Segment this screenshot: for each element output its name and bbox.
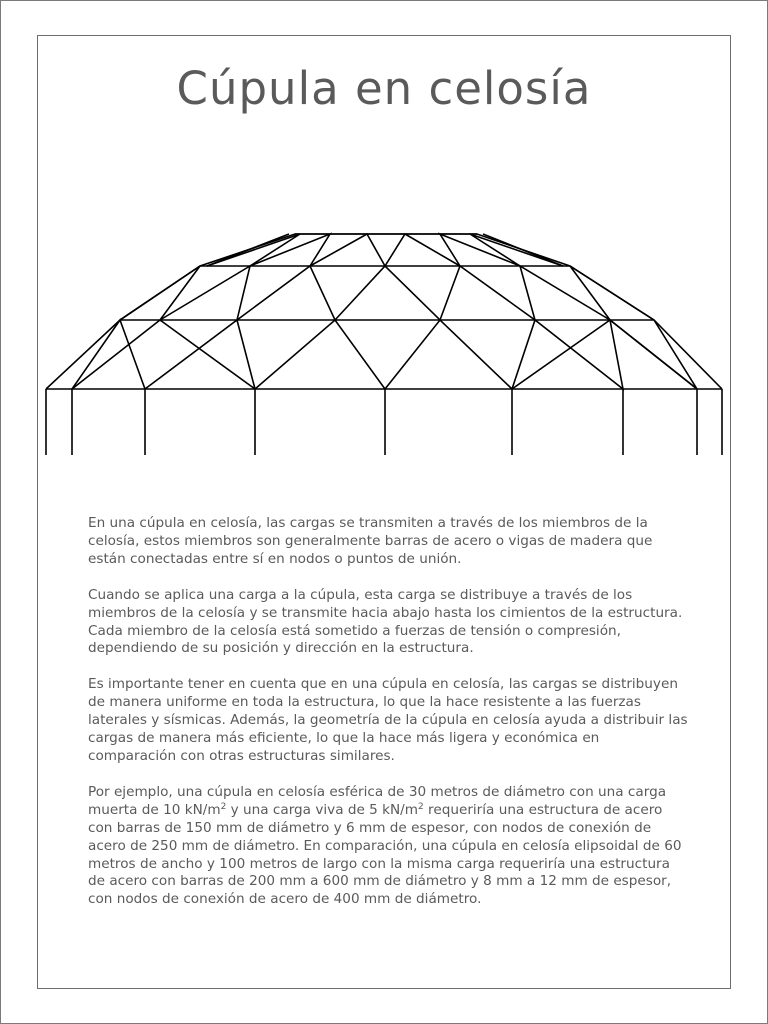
paragraph: En una cúpula en celosía, las cargas se transmiten a través de los miembros de la celosía, estos miembros son generalmente barras de acero o vigas de madera que están conectadas entre sí en nodos o puntos de unión. <box>88 515 653 567</box>
superscript: 2 <box>220 801 227 812</box>
example-text: Por ejemplo, una cúpula en celosía esférica de 30 metros de diámetro con una carga muerta de 10 kN/m <box>88 783 667 818</box>
example-paragraph <box>88 784 688 909</box>
lattice-dome-icon <box>37 225 731 460</box>
superscript: 2 <box>418 801 424 812</box>
example-text: y una carga viva de 5 kN/m <box>226 801 418 818</box>
paragraph: Cuando se aplica una carga a la cúpula, esta carga se distribuye a través de los miembros de la celosía y se transmite hacia abajo hasta los cimientos de la estructura. Cada miembro de la celosía está sometido a fuerzas de tensión o compresión, dependiendo de su posición y dirección en la estructura. <box>88 586 683 657</box>
page-title: Cúpula en celosía <box>176 62 592 115</box>
paragraph: Es importante tener en cuenta que en una cúpula en celosía, las cargas se distribuyen de manera uniforme en toda la estructura, lo que la hace resistente a las fuerzas laterales y sísmicas. Además, la geometría de la cúpula en celosía ayuda a distribuir las cargas de manera más eficiente, lo que la hace más ligera y económica en comparación con otras estructuras similares. <box>88 676 688 764</box>
example-text: requeriría una estructura de acero con barras de 150 mm de diámetro y 6 mm de espesor, con nodos de conexión de acero de 250 mm de diámetro. En comparación, una cúpula en celosía elipsoidal de 60 metros de ancho y 100 metros de largo con la misma carga requeriría una estructura de acero con barras de 200 mm a 600 mm de diámetro y 8 mm a 12 mm de espesor, con nodos de conexión de acero de 400 mm de diámetro. <box>88 801 682 908</box>
body-text <box>88 515 688 927</box>
